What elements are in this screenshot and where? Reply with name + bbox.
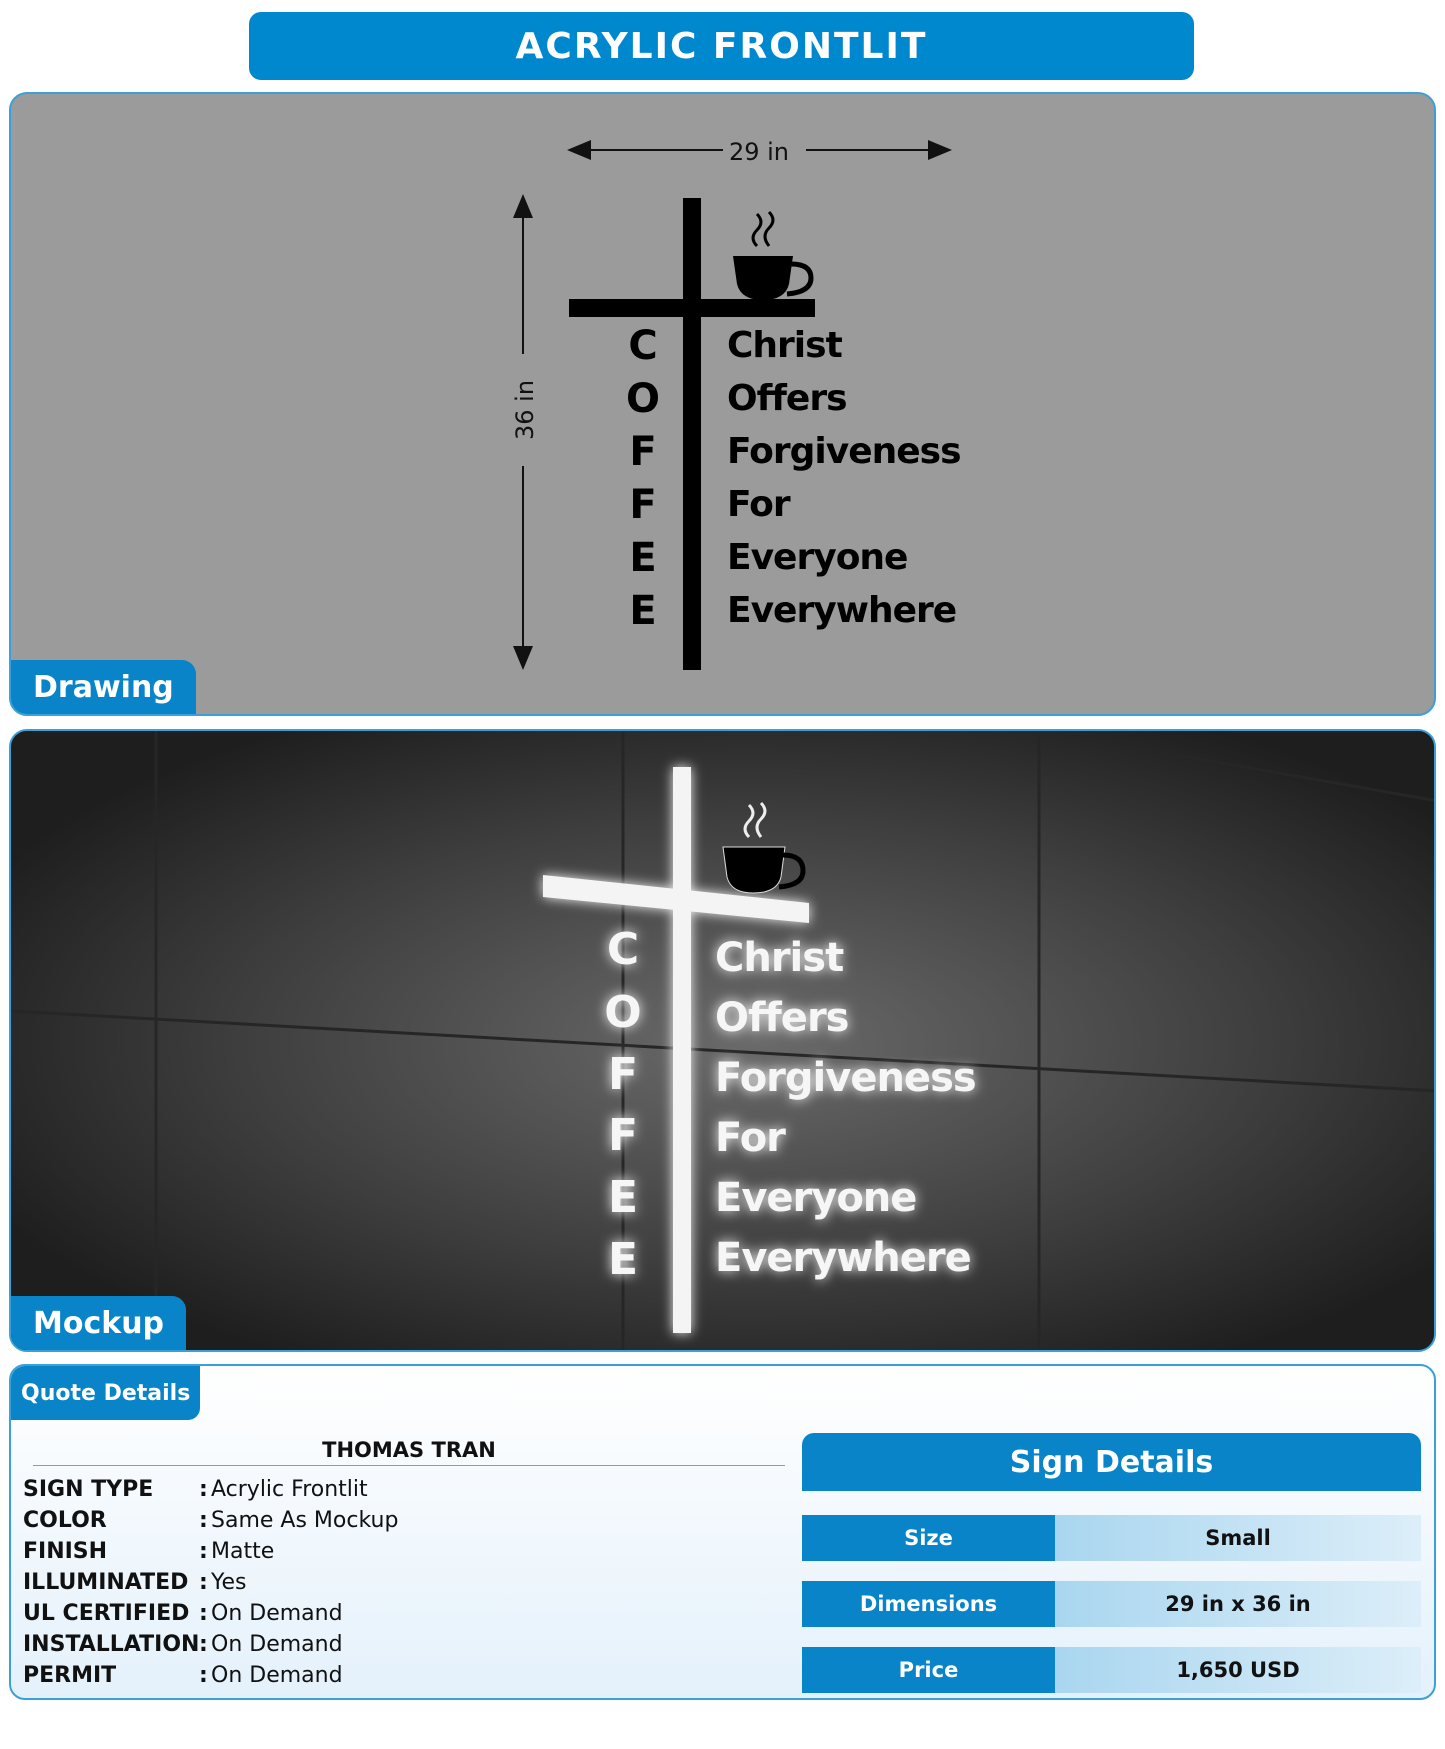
acrostic-word: For — [727, 484, 790, 525]
spec-colon: : — [199, 1570, 208, 1595]
cross-vertical-bar — [683, 198, 701, 670]
mockup-tag: Mockup — [11, 1296, 186, 1350]
customer-name: THOMAS TRAN — [33, 1434, 785, 1466]
acrostic-letter: E — [629, 535, 657, 581]
sign-key: Dimensions — [802, 1581, 1055, 1627]
acrostic-letter: F — [629, 429, 657, 475]
spec-key: FINISH — [23, 1539, 108, 1564]
spec-row-finish — [23, 1536, 398, 1567]
acrostic-letter: E — [629, 588, 657, 634]
spec-colon: : — [199, 1632, 208, 1657]
mockup-acrostic-word: Offers — [715, 995, 849, 1041]
spec-colon: : — [199, 1508, 208, 1533]
spec-row-illuminated — [23, 1567, 398, 1598]
mockup-acrostic-letter: C — [606, 924, 640, 975]
spec-key: SIGN TYPE — [23, 1477, 154, 1502]
mockup-acrostic-letter: F — [607, 1110, 639, 1161]
spec-value: Acrylic Frontlit — [211, 1477, 368, 1502]
sign-details-title: Sign Details — [802, 1433, 1421, 1491]
acrostic-letter: F — [629, 482, 657, 528]
spec-value: On Demand — [211, 1601, 343, 1626]
spec-key: PERMIT — [23, 1663, 117, 1688]
spec-key: UL CERTIFIED — [23, 1601, 190, 1626]
page-title: ACRYLIC FRONTLIT — [249, 12, 1194, 80]
spec-key: INSTALLATION — [23, 1632, 200, 1657]
mockup-panel — [9, 729, 1436, 1352]
spec-table — [23, 1474, 398, 1691]
drawing-tag: Drawing — [11, 660, 196, 714]
spec-value: Yes — [211, 1570, 247, 1595]
spec-row-color — [23, 1505, 398, 1536]
spec-value: On Demand — [211, 1663, 343, 1688]
mockup-acrostic-letter: F — [607, 1049, 639, 1100]
acrostic-letter: O — [625, 376, 661, 422]
spec-colon: : — [199, 1601, 208, 1626]
spec-value: Matte — [211, 1539, 275, 1564]
mockup-acrostic-word: Everywhere — [715, 1235, 971, 1281]
sign-value: 1,650 USD — [1055, 1647, 1421, 1693]
spec-value: Same As Mockup — [211, 1508, 399, 1533]
coffee-cup-icon — [733, 212, 811, 300]
quote-details-panel — [9, 1364, 1436, 1700]
spec-colon: : — [199, 1663, 208, 1688]
drawing-panel — [9, 92, 1436, 716]
acrostic-word: Everyone — [727, 537, 908, 578]
cross-horizontal-bar — [569, 299, 815, 317]
sign-row-price — [802, 1647, 1421, 1693]
sign-row-size — [802, 1515, 1421, 1561]
spec-row-ul-certified — [23, 1598, 398, 1629]
drawing-illustration — [11, 94, 1436, 716]
spec-row-permit — [23, 1660, 398, 1691]
spec-key: COLOR — [23, 1508, 107, 1533]
mockup-acrostic-word: Everyone — [715, 1175, 917, 1221]
acrostic-word: Everywhere — [727, 590, 957, 631]
sign-value: Small — [1055, 1515, 1421, 1561]
sign-key: Size — [802, 1515, 1055, 1561]
acrostic-word: Christ — [727, 325, 842, 366]
mockup-acrostic-letter: O — [604, 987, 642, 1038]
mockup-acrostic-letter: E — [607, 1172, 639, 1223]
spec-row-installation — [23, 1629, 398, 1660]
spec-key: ILLUMINATED — [23, 1570, 189, 1595]
sign-row-dimensions — [802, 1581, 1421, 1627]
spec-value: On Demand — [211, 1632, 343, 1657]
mockup-acrostic-word: For — [715, 1115, 785, 1161]
mockup-acrostic-word: Christ — [715, 935, 844, 981]
mockup-acrostic-letter: E — [607, 1234, 639, 1285]
acrostic-word: Offers — [727, 378, 847, 419]
spec-colon: : — [199, 1539, 208, 1564]
spec-row-sign-type — [23, 1474, 398, 1505]
height-dimension-label: 36 in — [511, 379, 539, 441]
sign-value: 29 in x 36 in — [1055, 1581, 1421, 1627]
sign-key: Price — [802, 1647, 1055, 1693]
quote-details-tag: Quote Details — [11, 1366, 200, 1420]
width-dimension-label: 29 in — [728, 138, 790, 166]
spec-colon: : — [199, 1477, 208, 1502]
acrostic-letter: C — [628, 323, 658, 369]
acrostic-word: Forgiveness — [727, 431, 961, 472]
mockup-illustration — [11, 731, 1436, 1352]
mockup-acrostic-word: Forgiveness — [715, 1055, 976, 1101]
